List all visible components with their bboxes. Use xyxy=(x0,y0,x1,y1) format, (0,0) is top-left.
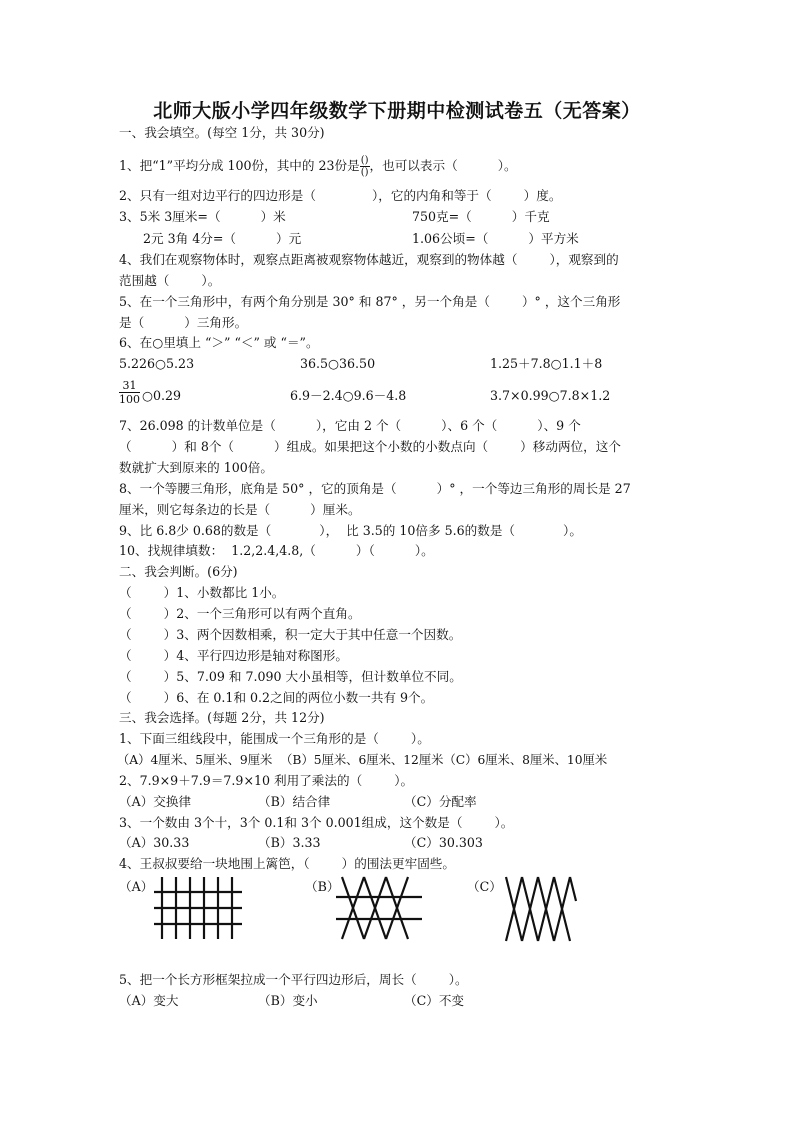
choice-q2-b: （B）结合律 xyxy=(258,794,331,809)
judge-item-2: （ ）2、一个三角形可以有两个直角。 xyxy=(119,606,361,621)
q6-row2-a: ○0.29 xyxy=(142,388,182,403)
question-1-5b: 是（ ）三角形。 xyxy=(119,315,248,330)
question-1-5a: 5、在一个三角形中，有两个角分别是 30° 和 87° ，另一个角是（ ）° ，这个三角形 xyxy=(119,294,621,309)
choice-q2-a: （A）交换律 xyxy=(119,794,192,809)
question-1-3d: 1.06公顷=（ ）平方米 xyxy=(412,231,579,246)
choice-q5-c: （C）不变 xyxy=(404,993,465,1008)
judge-item-3: （ ）3、两个因数相乘，积一定大于其中任意一个因数。 xyxy=(119,627,462,642)
judge-item-5: （ ）5、7.09 和 7.090 大小虽相等，但计数单位不同。 xyxy=(119,669,462,684)
q6-row2-c: 3.7×0.99○7.8×1.2 xyxy=(490,388,611,403)
q6-fraction-den: 100 xyxy=(119,393,140,406)
question-1-8a: 8、一个等腰三角形，底角是 50° ，它的顶角是（ ）° ，一个等边三角形的周长是 27 xyxy=(119,481,631,496)
question-1-3b: 750克=（ ）千克 xyxy=(412,209,550,224)
question-1-4a: 4、我们在观察物体时，观察点距离被观察物体越近，观察到的物体越（ ），观察到的 xyxy=(119,252,619,267)
choice-q5-b: （B）变小 xyxy=(258,993,318,1008)
choice-q4: 4、王叔叔要给一块地围上篱笆，（ ）的围法更牢固些。 xyxy=(119,856,455,871)
question-1-3c: 2元 3角 4分=（ ）元 xyxy=(143,231,302,246)
fence-c-lattice-figure xyxy=(500,875,580,943)
q1-fraction-den: () xyxy=(360,167,369,178)
fence-c-label: （C） xyxy=(467,879,502,894)
section-3-heading: 三、我会选择。(每题 2分，共 12分) xyxy=(119,710,325,725)
choice-q3-c: （C）30.303 xyxy=(404,835,483,850)
choice-q3-a: （A）30.33 xyxy=(119,835,190,850)
question-1-7c: 数就扩大到原来的 100倍。 xyxy=(119,460,273,475)
section-1-heading: 一、我会填空。(每空 1分，共 30分) xyxy=(119,125,325,140)
question-1-10: 10、找规律填数： 1.2,2.4,4.8,（ ）（ ）。 xyxy=(119,543,434,558)
question-1-7a: 7、26.098 的计数单位是（ ），它由 2 个（ ）、6 个（ ）、9 个 xyxy=(119,418,581,433)
fence-a-grid-figure xyxy=(152,875,244,941)
q6-row2-b: 6.9－2.4○9.6－4.8 xyxy=(290,388,407,403)
choice-q5-a: （A）变大 xyxy=(119,993,179,1008)
q6-row1-b: 36.5○36.50 xyxy=(300,356,376,371)
q6-row1-c: 1.25＋7.8○1.1＋8 xyxy=(490,356,603,371)
q6-row1-a: 5.226○5.23 xyxy=(119,356,195,371)
q6-fraction xyxy=(119,379,140,406)
choice-q2: 2、7.9×9＋7.9＝7.9×10 利用了乘法的（ ）。 xyxy=(119,773,414,788)
question-1-1 xyxy=(119,155,517,178)
question-1-3a: 3、5米 3厘米=（ ）米 xyxy=(119,209,286,224)
choice-q1-options: （A）4厘米、5厘米、9厘米 （B）5厘米、6厘米、12厘米（C）6厘米、8厘米、10厘米 xyxy=(117,753,608,767)
q1-text-a: 1、把“1”平均分成 100份，其中的 23份是 xyxy=(119,158,360,173)
fence-b-cross-figure xyxy=(334,875,424,941)
choice-q2-c: （C）分配率 xyxy=(404,794,477,809)
choice-q5: 5、把一个长方形框架拉成一个平行四边形后，周长（ ）。 xyxy=(119,972,468,987)
question-1-6: 6、在○里填上 “＞” “＜” 或 “＝”。 xyxy=(119,335,319,350)
q1-fraction-num: () xyxy=(360,155,369,166)
q6-fraction-num: 31 xyxy=(119,379,140,393)
judge-item-1: （ ）1、小数都比 1小。 xyxy=(119,585,285,600)
question-1-9: 9、比 6.8少 0.68的数是（ ）， 比 3.5的 10倍多 5.6的数是（ ）。 xyxy=(119,523,582,538)
question-1-7b: （ ）和 8个（ ）组成。如果把这个小数的小数点向（ ）移动两位，这个 xyxy=(119,439,621,454)
fence-c-slat-9 xyxy=(570,877,576,901)
choice-q3: 3、一个数由 3个十，3个 0.1和 3个 0.001组成，这个数是（ ）。 xyxy=(119,815,514,830)
section-2-heading: 二、我会判断。(6分) xyxy=(119,564,238,579)
judge-item-6: （ ）6、在 0.1和 0.2之间的两位小数一共有 9个。 xyxy=(119,690,434,705)
choice-q1: 1、下面三组线段中，能围成一个三角形的是（ ）。 xyxy=(119,731,430,746)
question-1-4b: 范围越（ ）。 xyxy=(119,273,221,288)
choice-q3-b: （B）3.33 xyxy=(258,835,321,850)
judge-item-4: （ ）4、平行四边形是轴对称图形。 xyxy=(119,648,348,663)
q1-fraction xyxy=(360,155,370,178)
question-1-2: 2、只有一组对边平行的四边形是（ ），它的内角和等于（ ）度。 xyxy=(119,188,562,203)
q1-text-b: ，也可以表示（ ）。 xyxy=(369,158,517,173)
question-1-8b: 厘米，则它每条边的长是（ ）厘米。 xyxy=(119,502,361,517)
fence-a-label: （A） xyxy=(119,879,154,894)
fence-b-label: （B） xyxy=(305,879,340,894)
page-title: 北师大版小学四年级数学下册期中检测试卷五（无答案） xyxy=(153,100,641,122)
